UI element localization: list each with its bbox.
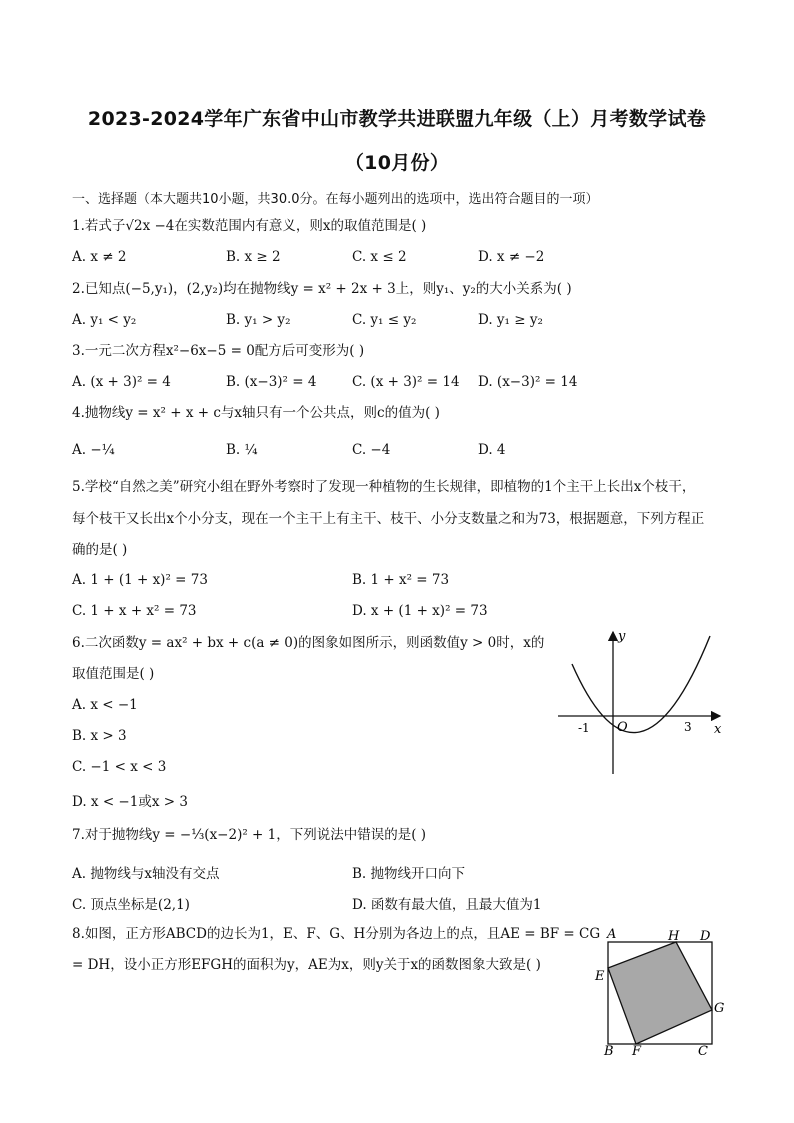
q4-option-b: B. ¼ — [226, 442, 258, 458]
q8-label-c: C — [698, 1044, 708, 1058]
q5-stem-line-2: 每个枝干又长出x个小分支，现在一个主干上有主干、枝干、小分支数量之和为73，根据题意，下列方程正 — [72, 511, 705, 527]
q6-label-3: 3 — [684, 720, 692, 734]
q2-stem: 2.已知点(−5,y₁)，(2,y₂)均在抛物线y = x² + 2x + 3上，则y₁、y₂的大小关系为( ) — [72, 281, 572, 297]
q1-option-d: D. x ≠ −2 — [478, 249, 545, 265]
q6-stem-line-2: 取值范围是( ) — [72, 666, 155, 682]
q2-option-c: C. y₁ ≤ y₂ — [352, 312, 417, 328]
q8-label-h: H — [668, 929, 680, 944]
q2-option-d: D. y₁ ≥ y₂ — [478, 312, 543, 328]
q4-option-d: D. 4 — [478, 442, 506, 458]
title-line-1: 2023-2024学年广东省中山市教学共进联盟九年级（上）月考数学试卷 — [87, 108, 707, 130]
q4-option-a: A. −¼ — [72, 442, 115, 458]
q6-label-y: y — [618, 629, 626, 644]
q8-stem-line-1: 8.如图，正方形ABCD的边长为1，E、F、G、H分别为各边上的点，且AE = BF = CG — [72, 926, 601, 942]
q4-stem: 4.抛物线y = x² + x + c与x轴只有一个公共点，则c的值为( ) — [72, 405, 440, 421]
q5-option-a: A. 1 + (1 + x)² = 73 — [72, 572, 208, 588]
q6-label-origin: O — [617, 720, 628, 735]
q7-option-a: A. 抛物线与x轴没有交点 — [72, 866, 220, 882]
q7-stem: 7.对于抛物线y = −⅓(x−2)² + 1，下列说法中错误的是( ) — [72, 827, 427, 843]
q6-option-c: C. −1 < x < 3 — [72, 759, 167, 775]
q7-option-d: D. 函数有最大值，且最大值为1 — [352, 897, 542, 913]
q1-option-b: B. x ≥ 2 — [226, 249, 281, 265]
q5-option-b: B. 1 + x² = 73 — [352, 572, 450, 588]
title-line-2: （10月份） — [344, 152, 450, 174]
q1-option-c: C. x ≤ 2 — [352, 249, 407, 265]
q6-option-b: B. x > 3 — [72, 728, 127, 744]
q6-option-a: A. x < −1 — [72, 697, 138, 713]
q8-label-g: G — [714, 1001, 725, 1016]
q5-stem-line-1: 5.学校“自然之美”研究小组在野外考察时了发现一种植物的生长规律，即植物的1个主干上长出x个枝干， — [72, 479, 696, 495]
q3-option-d: D. (x−3)² = 14 — [478, 374, 578, 390]
q7-option-c: C. 顶点坐标是(2,1) — [72, 897, 190, 913]
q2-option-b: B. y₁ > y₂ — [226, 312, 291, 328]
q5-stem-line-3: 确的是( ) — [72, 542, 128, 558]
q8-label-f: F — [632, 1044, 642, 1058]
q6-parabola-figure — [552, 624, 732, 782]
q4-option-c: C. −4 — [352, 442, 391, 458]
q6-label-x: x — [714, 722, 722, 737]
q8-label-d: D — [700, 929, 711, 944]
q6-option-d: D. x < −1或x > 3 — [72, 794, 188, 810]
q8-label-b: B — [604, 1044, 614, 1058]
q8-square-figure — [592, 926, 728, 1058]
q5-option-d: D. x + (1 + x)² = 73 — [352, 603, 488, 619]
q8-stem-line-2: = DH，设小正方形EFGH的面积为y，AE为x，则y关于x的函数图象大致是( ) — [72, 957, 541, 973]
q6-parabola-curve — [572, 636, 710, 733]
q8-label-a: A — [607, 927, 617, 942]
section-heading: 一、选择题（本大题共10小题，共30.0分。在每小题列出的选项中，选出符合题目的一项） — [72, 192, 599, 207]
q8-inner-square — [608, 942, 712, 1044]
q1-stem: 1.若式子√2x −4在实数范围内有意义，则x的取值范围是( ) — [72, 218, 427, 234]
q3-option-c: C. (x + 3)² = 14 — [352, 374, 460, 390]
q6-label-neg1: -1 — [578, 721, 590, 735]
q3-option-b: B. (x−3)² = 4 — [226, 374, 317, 390]
q3-stem: 3.一元二次方程x²−6x−5 = 0配方后可变形为( ) — [72, 343, 365, 359]
q8-label-e: E — [595, 969, 605, 984]
q3-option-a: A. (x + 3)² = 4 — [72, 374, 171, 390]
q7-option-b: B. 抛物线开口向下 — [352, 866, 466, 882]
q5-option-c: C. 1 + x + x² = 73 — [72, 603, 197, 619]
q1-option-a: A. x ≠ 2 — [72, 249, 127, 265]
q2-option-a: A. y₁ < y₂ — [72, 312, 137, 328]
q6-stem-line-1: 6.二次函数y = ax² + bx + c(a ≠ 0)的图象如图所示，则函数值y > 0时，x的 — [72, 635, 545, 651]
